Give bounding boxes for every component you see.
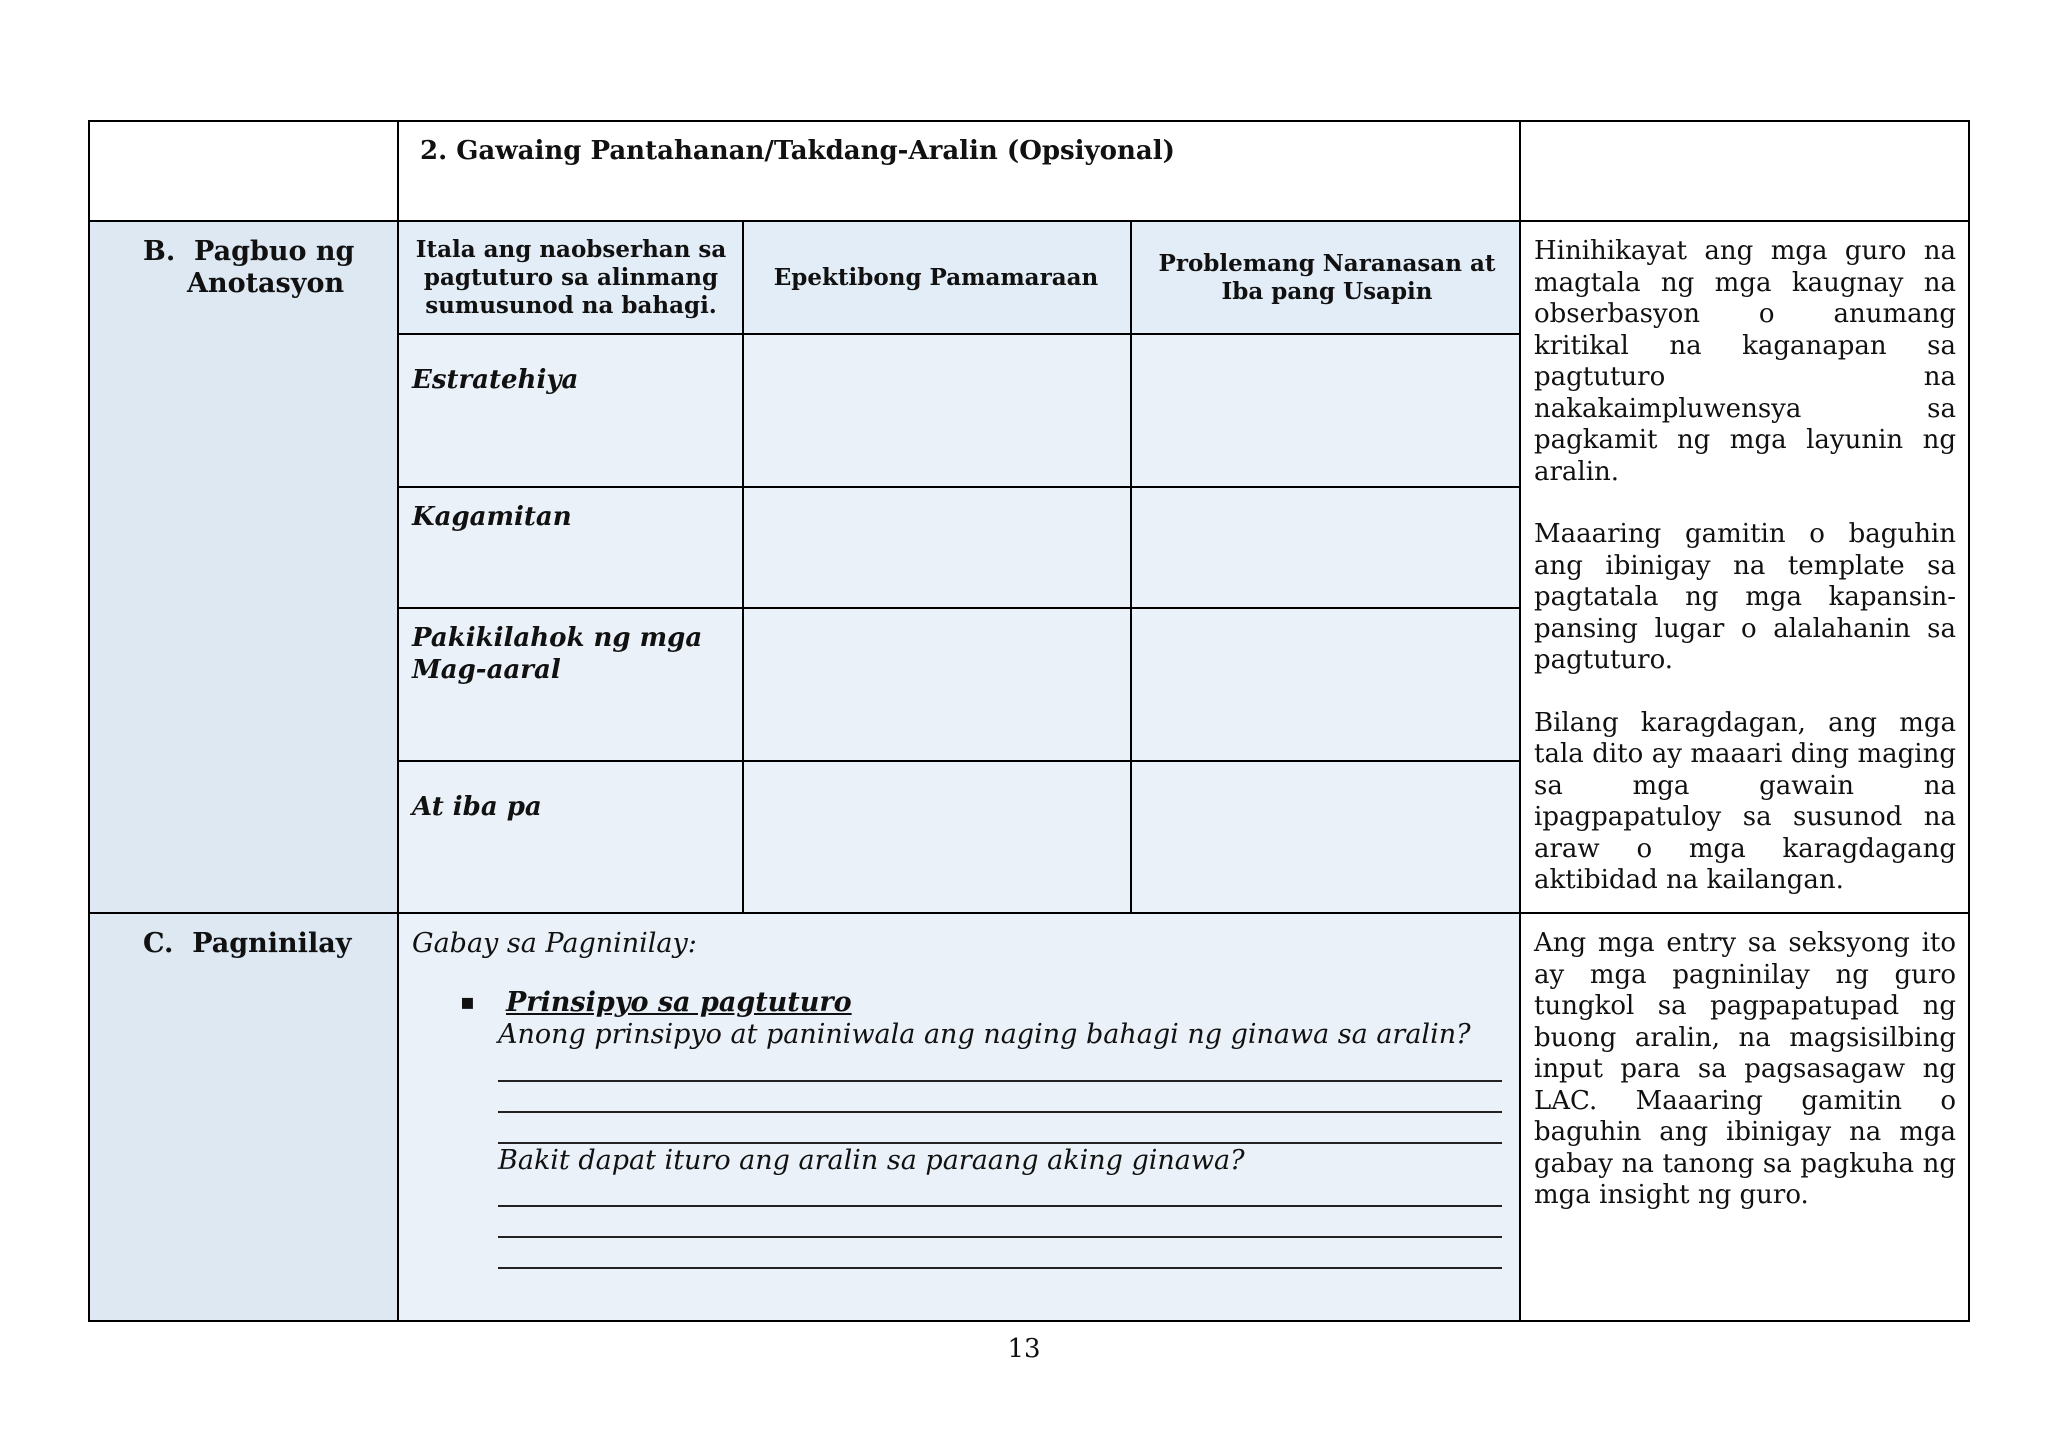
reflection-guide-title: Gabay sa Pagninilay: [412,928,697,959]
row-label-others: At iba pa [412,792,542,822]
column-header-effective-method: Epektibong Pamamaraan [773,264,1099,291]
section-b-label-line2: Anotasyon [187,268,345,299]
reflection-question-2: Bakit dapat ituro ang aralin sa paraang aking ginawa? [498,1145,1245,1176]
reflection-question-1: Anong prinsipyo at paniniwala ang naging bahagi ng ginawa sa aralin? [498,1019,1471,1050]
note-paragraph: Bilang karagdagan, ang mga tala dito ay maaari ding maging sa mga gawain na ipagpapatuloy sa susunod na araw o mga karagdagang aktibidad na kailangan. [1534,707,1956,895]
table-divider [398,760,1520,762]
section-c-note: Ang mga entry sa seksyong ito ay mga pagninilay ng guro tungkol sa pagpapatupad ng buong aralin, na magsisilbing input para sa pagsasagaw ng LAC. Maaaring gamitin o baguhin ang ibinigay na mga gabay na tanong sa pagkuha ng mga insight ng guro. [1534,928,1956,1210]
table-divider [397,120,399,1322]
table-divider [398,486,1520,488]
answer-line[interactable] [498,1080,1502,1082]
note-paragraph: Hinihikayat ang mga guro na magtala ng mga kaugnay na obserbasyon o anumang kritikal na kaganapan sa pagtuturo na nakakaimpluwensya sa pagkamit ng mga layunin ng aralin. [1534,236,1956,487]
column-header-problems: Problemang Naranasan at Iba pang Usapin [1158,250,1496,305]
table-divider [1130,222,1132,914]
table-divider [88,220,1970,222]
answer-line[interactable] [498,1111,1502,1113]
answer-line[interactable] [498,1205,1502,1207]
answer-line[interactable] [498,1236,1502,1238]
answer-line[interactable] [498,1142,1502,1144]
answer-line[interactable] [498,1267,1502,1269]
homework-section-title: 2. Gawaing Pantahanan/Takdang-Aralin (Opsiyonal) [420,136,1175,166]
section-b-label-line1: B. Pagbuo ng [143,236,355,267]
section-b-label [143,236,354,300]
page-number: 13 [1007,1334,1041,1364]
principle-heading: Prinsipyo sa pagtuturo [506,987,852,1018]
row-label-student-participation: Pakikilahok ng mga Mag-aaral [412,623,703,685]
section-b-notes [1534,236,1956,928]
row-label-strategy: Estratehiya [412,365,579,395]
table-divider [742,222,744,914]
column-header-observed-part: Itala ang naobserhan sa pagtuturo sa alinmang sumusunod na bahagi. [415,236,727,319]
table-divider [1519,120,1521,1322]
note-paragraph: Maaaring gamitin o baguhin ang ibinigay na template sa pagtatala ng mga kapansin-pansing lugar o alalahanin sa pagtuturo. [1534,519,1956,675]
section-c-label: C. Pagninilay [143,928,352,959]
table-divider [398,607,1520,609]
row-label-materials: Kagamitan [412,502,572,532]
bullet-icon: ▪ [460,990,475,1015]
table-divider [398,333,1520,335]
